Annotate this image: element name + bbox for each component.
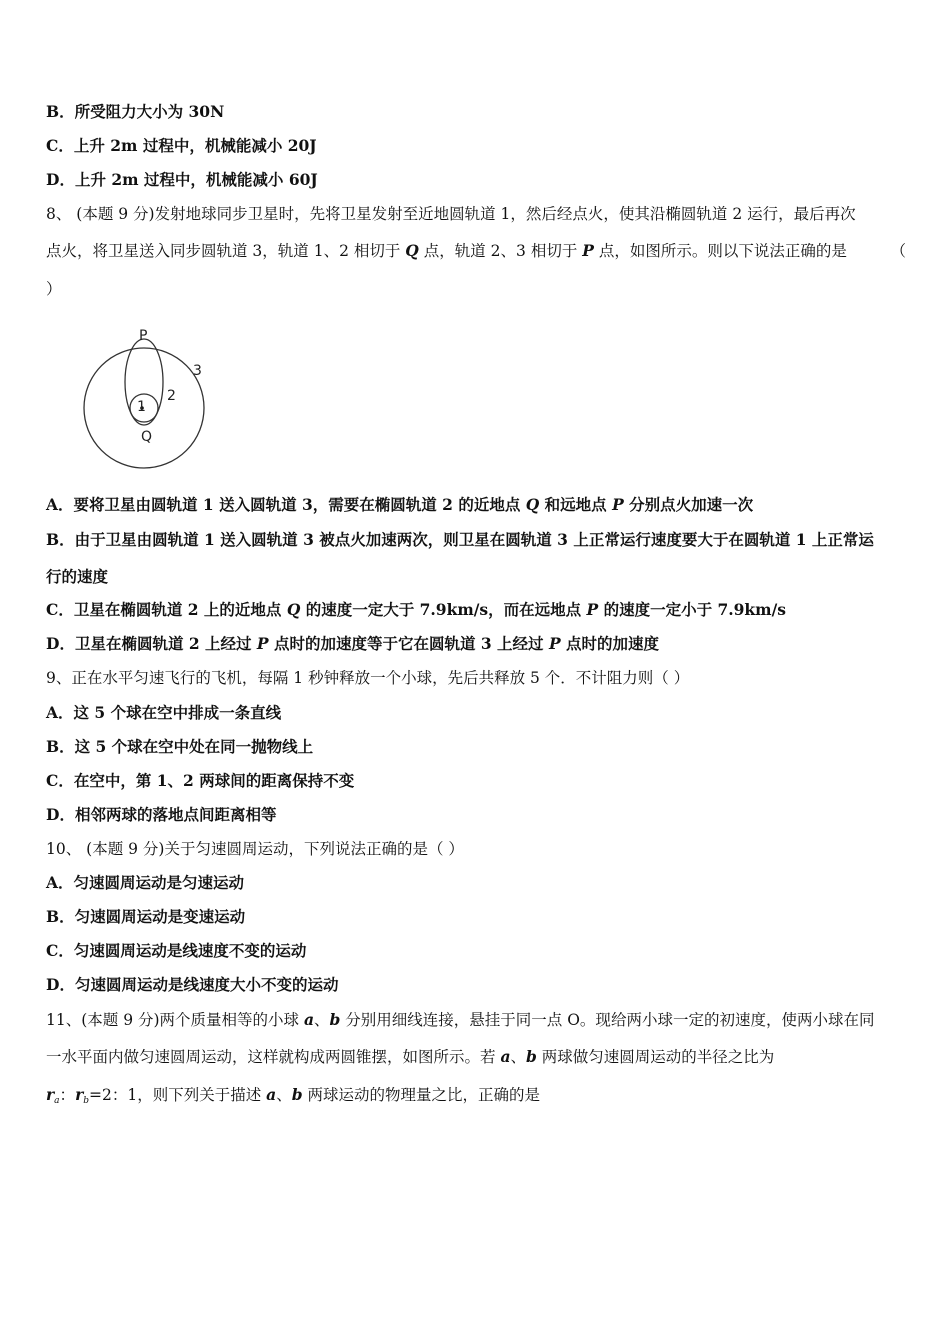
q8-option-a: A．要将卫星由圆轨道 1 送入圆轨道 3，需要在椭圆轨道 2 的近地点 Q 和远地点 P 分别点火加速一次 xyxy=(46,495,754,514)
q8-option-d: D．卫星在椭圆轨道 2 上经过 P 点时的加速度等于它在圆轨道 3 上经过 P 点时的加速度 xyxy=(46,634,660,653)
label-orbit-1: 1 xyxy=(137,399,146,415)
q8-answer-close-paren: ） xyxy=(46,280,62,298)
q7-option-c: C．上升 2m 过程中，机械能减小 20J xyxy=(46,136,317,155)
q8-stem-line1: 8、 (本题 9 分)发射地球同步卫星时，先将卫星发射至近地圆轨道 1，然后经点火，使其沿椭圆轨道 2 运行，最后再次 xyxy=(46,205,856,223)
q8-option-b-line2: 行的速度 xyxy=(46,567,109,586)
q10-stem: 10、 (本题 9 分)关于匀速圆周运动，下列说法正确的是（ ） xyxy=(46,840,464,858)
q8-stem-line2: 点火，将卫星送入同步圆轨道 3，轨道 1、2 相切于 Q 点，轨道 2、3 相切于 P 点，如图所示。则以下说法正确的是 （ xyxy=(46,241,906,260)
label-orbit-3: 3 xyxy=(193,363,202,379)
q9-stem: 9、正在水平匀速飞行的飞机，每隔 1 秒钟释放一个小球，先后共释放 5 个．不计阻力则（ ） xyxy=(46,669,690,687)
q8-option-c: C．卫星在椭圆轨道 2 上的近地点 Q 的速度一定大于 7.9km/s，而在远地点 P 的速度一定小于 7.9km/s xyxy=(46,600,786,619)
orbit-diagram xyxy=(80,322,210,472)
label-orbit-2: 2 xyxy=(167,388,176,404)
q8-option-b-line1: B．由于卫星由圆轨道 1 送入圆轨道 3 被点火加速两次，则卫星在圆轨道 3 上正常运行速度要大于在圆轨道 1 上正常运 xyxy=(46,530,874,549)
label-q: Q xyxy=(141,429,153,445)
q11-stem-line3: $r_a$：$r_b=2$：1，则下列关于描述 a、b 两球运动的物理量之比，正确的是 xyxy=(46,1085,540,1106)
q11-stem-line1: 11、(本题 9 分)两个质量相等的小球 a、b 分别用细线连接，悬挂于同一点 O。现给两小球一定的初速度，使两小球在同 xyxy=(46,1010,875,1029)
label-p: P xyxy=(139,328,148,344)
q9-option-b: B．这 5 个球在空中处在同一抛物线上 xyxy=(46,737,314,756)
q10-option-d: D．匀速圆周运动是线速度大小不变的运动 xyxy=(46,975,339,994)
q11-stem-line2: 一水平面内做匀速圆周运动，这样就构成两圆锥摆，如图所示。若 a、b 两球做匀速圆周运动的半径之比为 xyxy=(46,1047,775,1066)
q10-option-b: B．匀速圆周运动是变速运动 xyxy=(46,907,246,926)
q9-option-c: C．在空中，第 1、2 两球间的距离保持不变 xyxy=(46,771,355,790)
q7-option-d: D．上升 2m 过程中，机械能减小 60J xyxy=(46,170,318,189)
q10-option-c: C．匀速圆周运动是线速度不变的运动 xyxy=(46,941,307,960)
q7-option-b: B．所受阻力大小为 30N xyxy=(46,102,225,121)
q9-option-d: D．相邻两球的落地点间距离相等 xyxy=(46,805,277,824)
q8-answer-open-paren: （ xyxy=(890,242,906,260)
q9-option-a: A．这 5 个球在空中排成一条直线 xyxy=(46,703,282,722)
q10-option-a: A．匀速圆周运动是匀速运动 xyxy=(46,873,245,892)
